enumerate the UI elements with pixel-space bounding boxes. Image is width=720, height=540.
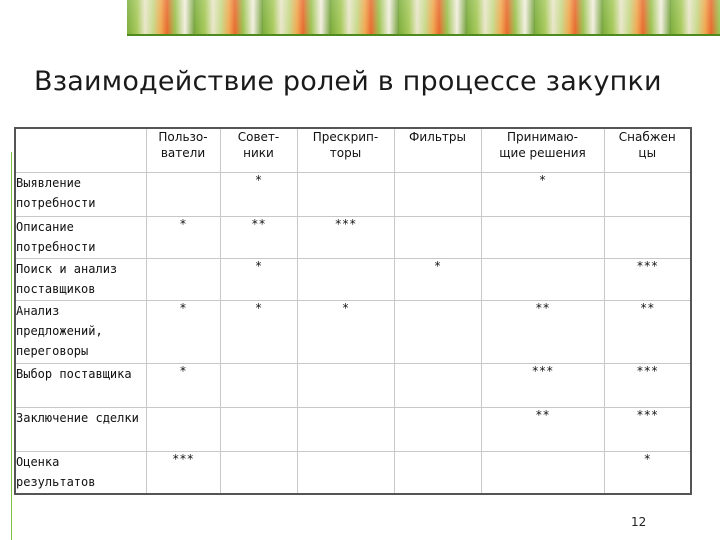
row-label: Выбор поставщика [15, 363, 146, 407]
table-row [15, 363, 691, 407]
rating-cell [220, 363, 297, 407]
rating-cell: *** [146, 452, 220, 494]
row-label: Заключение сделки [15, 407, 146, 451]
rating-cell [394, 452, 481, 494]
rating-cell [604, 216, 691, 258]
rating-cell: *** [604, 407, 691, 451]
rating-cell: * [220, 259, 297, 301]
decorative-left-line [11, 152, 12, 540]
table-row [15, 407, 691, 451]
column-header: Фильтры [394, 128, 481, 172]
rating-cell [604, 172, 691, 216]
rating-cell [297, 452, 394, 494]
table-row [15, 172, 691, 216]
rating-cell [481, 452, 604, 494]
rating-cell [394, 407, 481, 451]
rating-cell: ** [481, 301, 604, 363]
column-header: Совет- ники [220, 128, 297, 172]
rating-cell [220, 452, 297, 494]
column-header: Принимаю- щие решения [481, 128, 604, 172]
rating-cell [146, 407, 220, 451]
column-header: Прескрип- торы [297, 128, 394, 172]
rating-cell: * [481, 172, 604, 216]
page-number: 12 [631, 515, 647, 529]
row-label: Выявление потребности [15, 172, 146, 216]
rating-cell [394, 216, 481, 258]
rating-cell: * [297, 301, 394, 363]
rating-cell: ** [220, 216, 297, 258]
table-header-row [15, 128, 691, 172]
rating-cell: * [394, 259, 481, 301]
rating-cell: * [604, 452, 691, 494]
rating-cell [297, 172, 394, 216]
row-label: Поиск и анализ поставщиков [15, 259, 146, 301]
table-row [15, 452, 691, 494]
rating-cell: *** [481, 363, 604, 407]
rating-cell [146, 172, 220, 216]
rating-cell [394, 172, 481, 216]
rating-cell [394, 363, 481, 407]
rating-cell: * [220, 172, 297, 216]
rating-cell: * [146, 216, 220, 258]
row-label: Анализ предложений, переговоры [15, 301, 146, 363]
rating-cell [220, 407, 297, 451]
rating-cell [146, 259, 220, 301]
row-label: Описание потребности [15, 216, 146, 258]
column-header: Снабжен цы [604, 128, 691, 172]
rating-cell: * [220, 301, 297, 363]
rating-cell: *** [297, 216, 394, 258]
corner-cell [15, 128, 146, 172]
rating-cell [481, 259, 604, 301]
rating-cell [394, 301, 481, 363]
slide-title: Взаимодействие ролей в процессе закупки [34, 66, 662, 97]
rating-cell [297, 363, 394, 407]
rating-cell: ** [481, 407, 604, 451]
row-label: Оценка результатов [15, 452, 146, 494]
rating-cell: *** [604, 363, 691, 407]
rating-cell: ** [604, 301, 691, 363]
roles-matrix-table [14, 127, 692, 495]
rating-cell [297, 259, 394, 301]
rating-cell: *** [604, 259, 691, 301]
rating-cell: * [146, 301, 220, 363]
rating-cell: * [146, 363, 220, 407]
table-row [15, 259, 691, 301]
rating-cell [481, 216, 604, 258]
rating-cell [297, 407, 394, 451]
table-row [15, 301, 691, 363]
header-banner-image [127, 0, 720, 36]
table-row [15, 216, 691, 258]
column-header: Пользо- ватели [146, 128, 220, 172]
